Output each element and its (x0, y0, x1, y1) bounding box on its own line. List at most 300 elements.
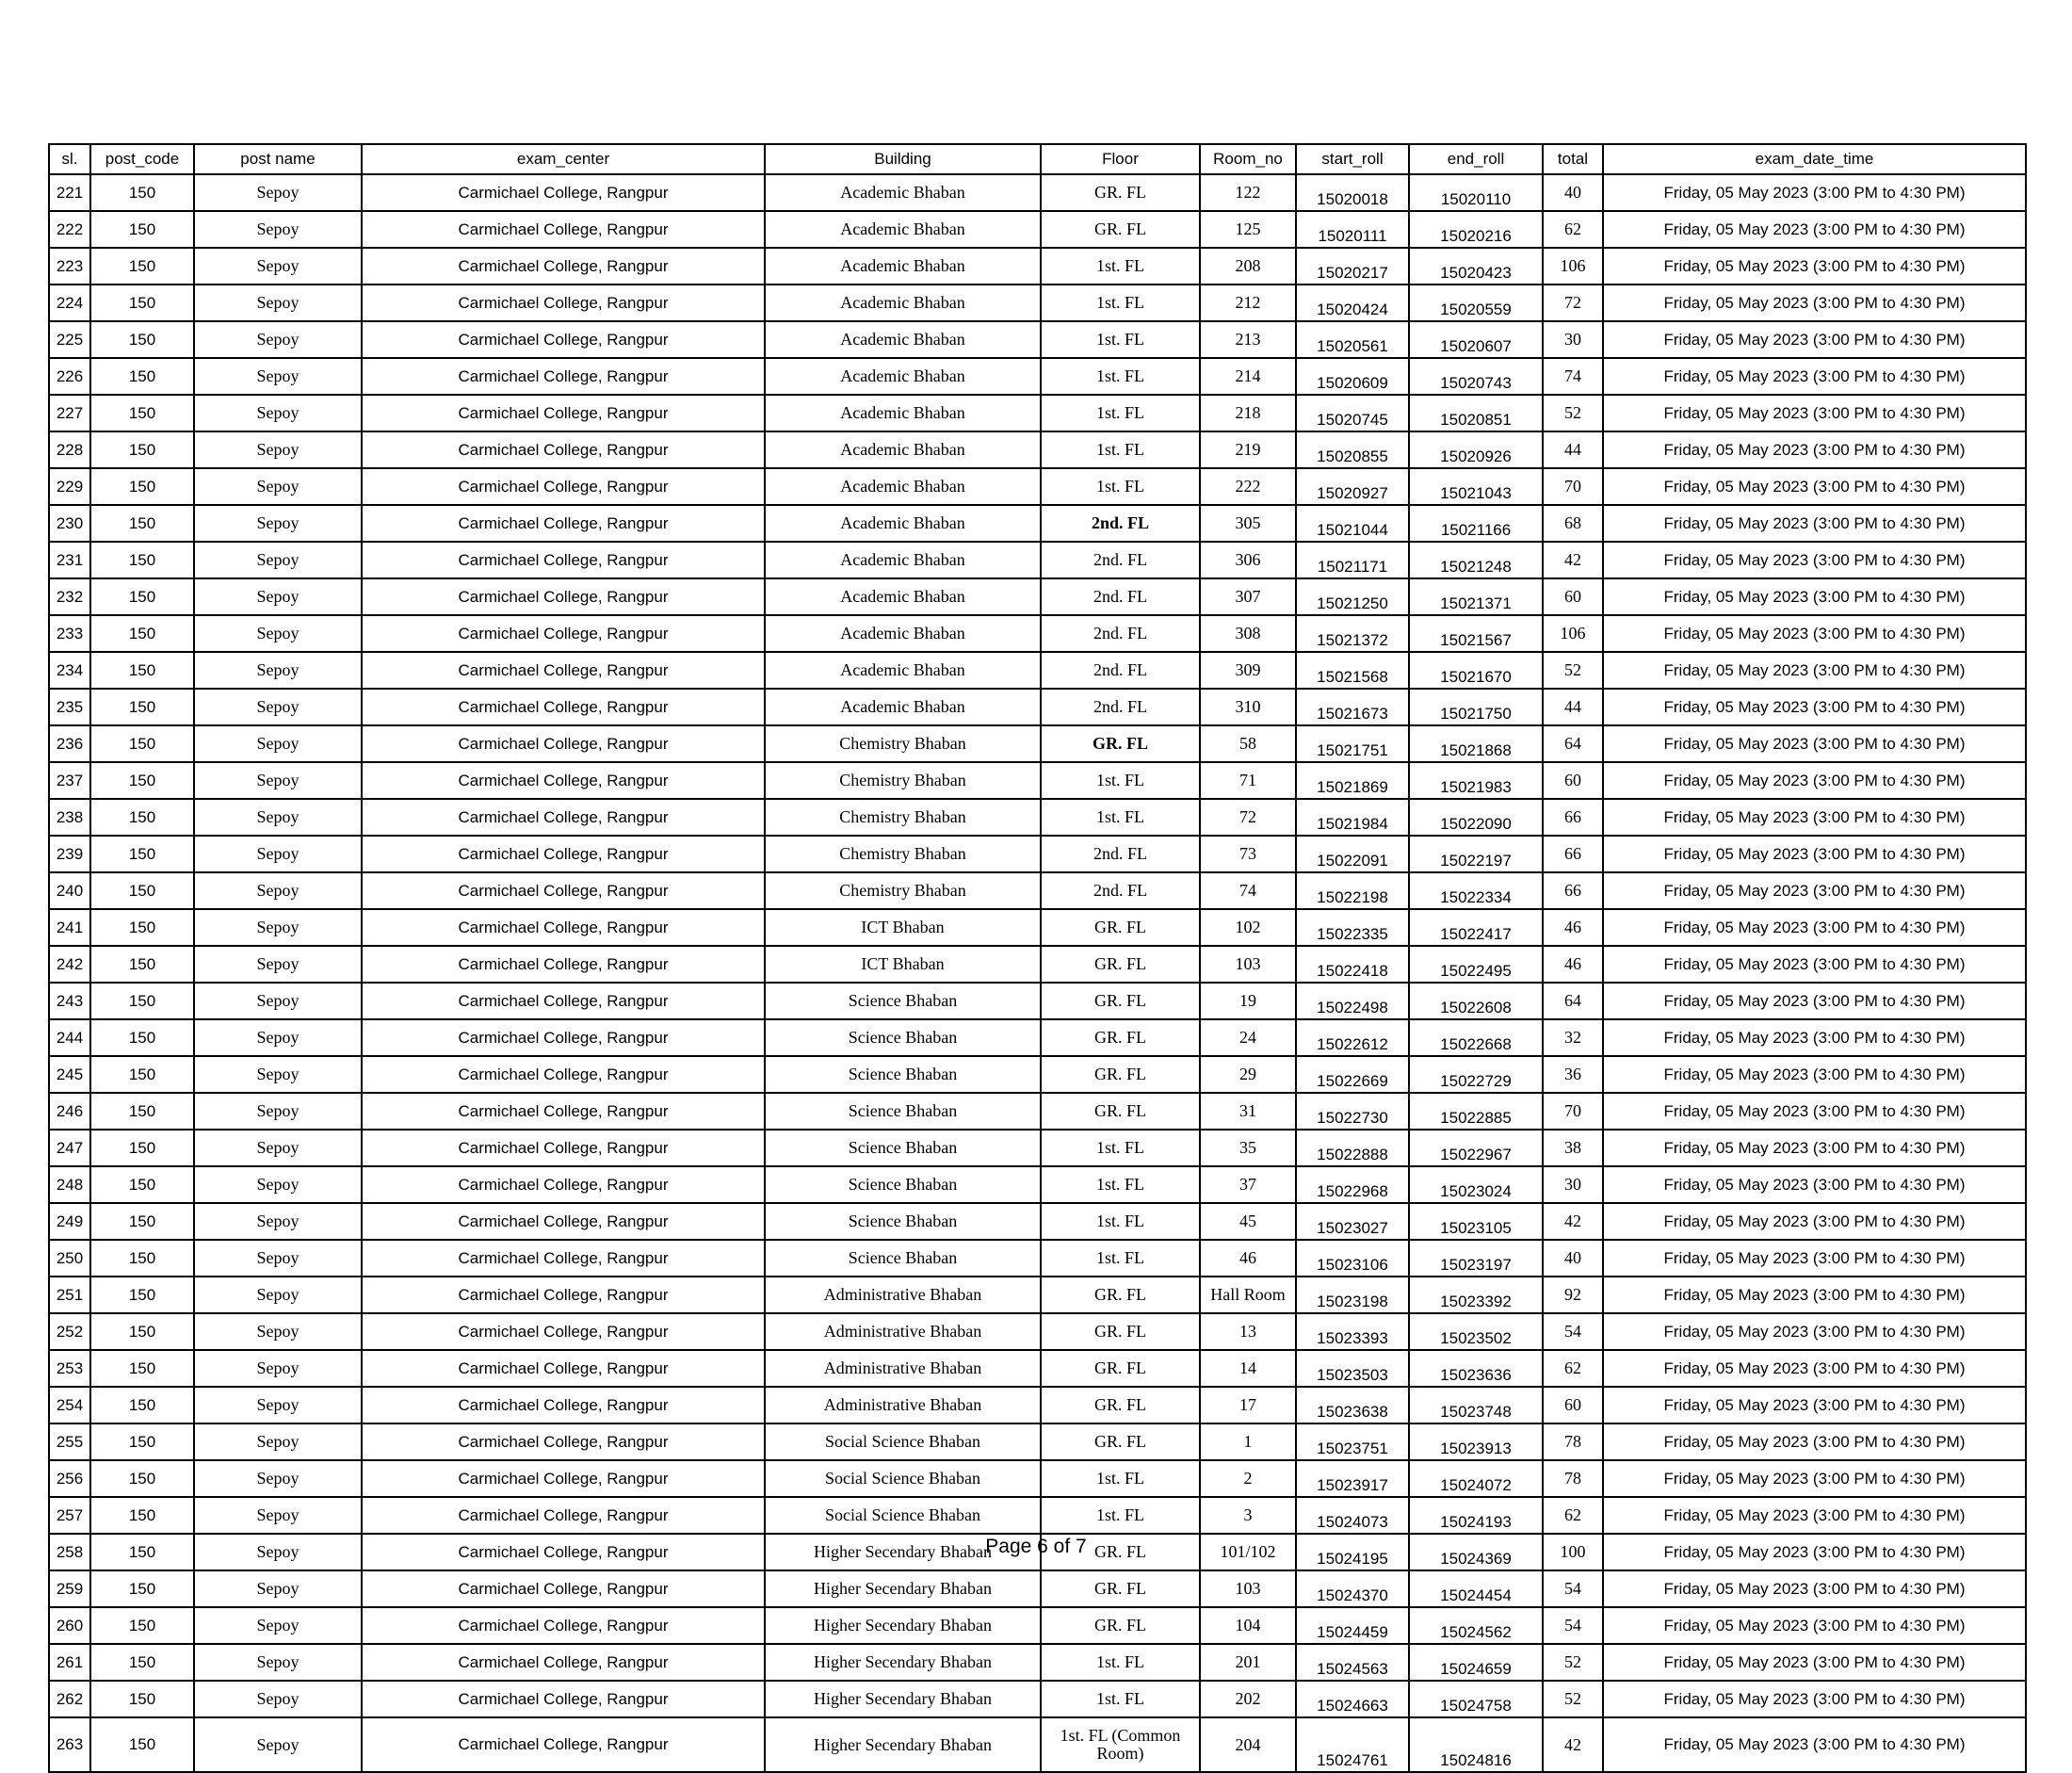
total-cell: 62 (1543, 1497, 1603, 1534)
start-roll-cell: 15022730 (1296, 1093, 1409, 1130)
table-row (49, 1203, 2026, 1240)
exam-date-time-cell: Friday, 05 May 2023 (3:00 PM to 4:30 PM) (1603, 1350, 2026, 1387)
table-row (49, 689, 2026, 725)
room-no-cell: 35 (1200, 1130, 1296, 1166)
room-no-cell: 24 (1200, 1019, 1296, 1056)
total-cell: 54 (1543, 1313, 1603, 1350)
exam-center-cell: Carmichael College, Rangpur (362, 1277, 765, 1313)
post-code-cell: 150 (90, 762, 194, 799)
start-roll-cell: 15021044 (1296, 505, 1409, 542)
building-cell: Academic Bhaban (765, 395, 1041, 431)
end-roll-cell: 15021983 (1409, 762, 1543, 799)
floor-cell: 1st. FL (1041, 395, 1200, 431)
start-roll-cell: 15020745 (1296, 395, 1409, 431)
post-code-cell: 150 (90, 468, 194, 505)
table-row (49, 285, 2026, 321)
table-row (49, 1681, 2026, 1717)
floor-cell: 2nd. FL (1041, 836, 1200, 872)
building-cell: Academic Bhaban (765, 689, 1041, 725)
total-cell: 44 (1543, 689, 1603, 725)
end-roll-cell: 15023913 (1409, 1423, 1543, 1460)
start-roll-cell: 15022418 (1296, 946, 1409, 983)
room-no-cell: Hall Room (1200, 1277, 1296, 1313)
table-row (49, 395, 2026, 431)
sl-cell: 244 (49, 1019, 90, 1056)
end-roll-cell: 15020743 (1409, 358, 1543, 395)
table-row (49, 836, 2026, 872)
post-name-cell: Sepoy (194, 1423, 362, 1460)
post-code-cell: 150 (90, 1130, 194, 1166)
exam-center-cell: Carmichael College, Rangpur (362, 1240, 765, 1277)
table-row (49, 872, 2026, 909)
end-roll-cell: 15021567 (1409, 615, 1543, 652)
exam-center-cell: Carmichael College, Rangpur (362, 799, 765, 836)
building-cell: Chemistry Bhaban (765, 799, 1041, 836)
building-cell: ICT Bhaban (765, 946, 1041, 983)
post-code-cell: 150 (90, 689, 194, 725)
room-no-cell: 308 (1200, 615, 1296, 652)
floor-cell: 1st. FL (Common Room) (1041, 1717, 1200, 1772)
end-roll-cell: 15021043 (1409, 468, 1543, 505)
total-cell: 92 (1543, 1277, 1603, 1313)
sl-cell: 225 (49, 321, 90, 358)
exam-date-time-cell: Friday, 05 May 2023 (3:00 PM to 4:30 PM) (1603, 468, 2026, 505)
start-roll-cell: 15020217 (1296, 248, 1409, 285)
floor-cell: 1st. FL (1041, 1497, 1200, 1534)
start-roll-cell: 15023638 (1296, 1387, 1409, 1423)
floor-cell: GR. FL (1041, 1534, 1200, 1570)
room-no-cell: 213 (1200, 321, 1296, 358)
col-header-exam-center: exam_center (362, 144, 765, 174)
table-row (49, 1019, 2026, 1056)
exam-center-cell: Carmichael College, Rangpur (362, 1534, 765, 1570)
floor-cell: GR. FL (1041, 946, 1200, 983)
total-cell: 42 (1543, 1717, 1603, 1772)
end-roll-cell: 15020110 (1409, 174, 1543, 211)
exam-date-time-cell: Friday, 05 May 2023 (3:00 PM to 4:30 PM) (1603, 1387, 2026, 1423)
exam-center-cell: Carmichael College, Rangpur (362, 762, 765, 799)
total-cell: 52 (1543, 1681, 1603, 1717)
post-code-cell: 150 (90, 1570, 194, 1607)
post-name-cell: Sepoy (194, 1717, 362, 1772)
start-roll-cell: 15022198 (1296, 872, 1409, 909)
floor-cell: GR. FL (1041, 1056, 1200, 1093)
post-code-cell: 150 (90, 431, 194, 468)
room-no-cell: 101/102 (1200, 1534, 1296, 1570)
start-roll-cell: 15022335 (1296, 909, 1409, 946)
floor-cell: GR. FL (1041, 174, 1200, 211)
room-no-cell: 14 (1200, 1350, 1296, 1387)
post-name-cell: Sepoy (194, 578, 362, 615)
exam-date-time-cell: Friday, 05 May 2023 (3:00 PM to 4:30 PM) (1603, 1056, 2026, 1093)
col-header-room-no: Room_no (1200, 144, 1296, 174)
col-header-exam-date-time: exam_date_time (1603, 144, 2026, 174)
room-no-cell: 31 (1200, 1093, 1296, 1130)
building-cell: Academic Bhaban (765, 211, 1041, 248)
exam-date-time-cell: Friday, 05 May 2023 (3:00 PM to 4:30 PM) (1603, 1166, 2026, 1203)
table-row (49, 1607, 2026, 1644)
end-roll-cell: 15023748 (1409, 1387, 1543, 1423)
sl-cell: 255 (49, 1423, 90, 1460)
sl-cell: 239 (49, 836, 90, 872)
room-no-cell: 306 (1200, 542, 1296, 578)
table-row (49, 615, 2026, 652)
table-row (49, 762, 2026, 799)
room-no-cell: 309 (1200, 652, 1296, 689)
room-no-cell: 305 (1200, 505, 1296, 542)
room-no-cell: 102 (1200, 909, 1296, 946)
room-no-cell: 2 (1200, 1460, 1296, 1497)
exam-center-cell: Carmichael College, Rangpur (362, 358, 765, 395)
post-code-cell: 150 (90, 615, 194, 652)
total-cell: 44 (1543, 431, 1603, 468)
start-roll-cell: 15022968 (1296, 1166, 1409, 1203)
start-roll-cell: 15020609 (1296, 358, 1409, 395)
post-name-cell: Sepoy (194, 1350, 362, 1387)
floor-cell: GR. FL (1041, 725, 1200, 762)
building-cell: Administrative Bhaban (765, 1313, 1041, 1350)
room-no-cell: 125 (1200, 211, 1296, 248)
exam-date-time-cell: Friday, 05 May 2023 (3:00 PM to 4:30 PM) (1603, 762, 2026, 799)
floor-cell: GR. FL (1041, 1350, 1200, 1387)
exam-center-cell: Carmichael College, Rangpur (362, 615, 765, 652)
exam-date-time-cell: Friday, 05 May 2023 (3:00 PM to 4:30 PM) (1603, 285, 2026, 321)
post-code-cell: 150 (90, 1350, 194, 1387)
post-code-cell: 150 (90, 1166, 194, 1203)
end-roll-cell: 15022417 (1409, 909, 1543, 946)
end-roll-cell: 15020926 (1409, 431, 1543, 468)
room-no-cell: 212 (1200, 285, 1296, 321)
room-no-cell: 307 (1200, 578, 1296, 615)
post-name-cell: Sepoy (194, 321, 362, 358)
sl-cell: 221 (49, 174, 90, 211)
floor-cell: 2nd. FL (1041, 615, 1200, 652)
sl-cell: 232 (49, 578, 90, 615)
total-cell: 62 (1543, 211, 1603, 248)
exam-date-time-cell: Friday, 05 May 2023 (3:00 PM to 4:30 PM) (1603, 1717, 2026, 1772)
sl-cell: 236 (49, 725, 90, 762)
post-code-cell: 150 (90, 578, 194, 615)
start-roll-cell: 15021751 (1296, 725, 1409, 762)
table-row (49, 1387, 2026, 1423)
post-code-cell: 150 (90, 1240, 194, 1277)
total-cell: 62 (1543, 1350, 1603, 1387)
room-no-cell: 1 (1200, 1423, 1296, 1460)
sl-cell: 259 (49, 1570, 90, 1607)
end-roll-cell: 15023636 (1409, 1350, 1543, 1387)
col-header-building: Building (765, 144, 1041, 174)
total-cell: 60 (1543, 578, 1603, 615)
room-no-cell: 122 (1200, 174, 1296, 211)
building-cell: Academic Bhaban (765, 358, 1041, 395)
end-roll-cell: 15022495 (1409, 946, 1543, 983)
table-row (49, 983, 2026, 1019)
exam-date-time-cell: Friday, 05 May 2023 (3:00 PM to 4:30 PM) (1603, 615, 2026, 652)
sl-cell: 252 (49, 1313, 90, 1350)
room-no-cell: 222 (1200, 468, 1296, 505)
post-name-cell: Sepoy (194, 689, 362, 725)
table-row (49, 1570, 2026, 1607)
building-cell: Science Bhaban (765, 1166, 1041, 1203)
exam-center-cell: Carmichael College, Rangpur (362, 285, 765, 321)
start-roll-cell: 15023751 (1296, 1423, 1409, 1460)
table-row (49, 578, 2026, 615)
table-row (49, 799, 2026, 836)
building-cell: Higher Secendary Bhaban (765, 1570, 1041, 1607)
post-name-cell: Sepoy (194, 1607, 362, 1644)
exam-center-cell: Carmichael College, Rangpur (362, 1093, 765, 1130)
building-cell: Academic Bhaban (765, 174, 1041, 211)
start-roll-cell: 15021372 (1296, 615, 1409, 652)
post-code-cell: 150 (90, 946, 194, 983)
table-row (49, 652, 2026, 689)
building-cell: Academic Bhaban (765, 321, 1041, 358)
building-cell: Chemistry Bhaban (765, 725, 1041, 762)
post-code-cell: 150 (90, 909, 194, 946)
total-cell: 46 (1543, 946, 1603, 983)
building-cell: Administrative Bhaban (765, 1277, 1041, 1313)
exam-center-cell: Carmichael College, Rangpur (362, 689, 765, 725)
post-name-cell: Sepoy (194, 1056, 362, 1093)
exam-date-time-cell: Friday, 05 May 2023 (3:00 PM to 4:30 PM) (1603, 358, 2026, 395)
sl-cell: 240 (49, 872, 90, 909)
end-roll-cell: 15022090 (1409, 799, 1543, 836)
sl-cell: 262 (49, 1681, 90, 1717)
exam-center-cell: Carmichael College, Rangpur (362, 872, 765, 909)
end-roll-cell: 15020216 (1409, 211, 1543, 248)
exam-date-time-cell: Friday, 05 May 2023 (3:00 PM to 4:30 PM) (1603, 909, 2026, 946)
post-code-cell: 150 (90, 1019, 194, 1056)
total-cell: 52 (1543, 1644, 1603, 1681)
building-cell: Science Bhaban (765, 1203, 1041, 1240)
room-no-cell: 72 (1200, 799, 1296, 836)
sl-cell: 241 (49, 909, 90, 946)
exam-date-time-cell: Friday, 05 May 2023 (3:00 PM to 4:30 PM) (1603, 542, 2026, 578)
sl-cell: 254 (49, 1387, 90, 1423)
building-cell: Science Bhaban (765, 983, 1041, 1019)
sl-cell: 250 (49, 1240, 90, 1277)
post-name-cell: Sepoy (194, 1313, 362, 1350)
post-code-cell: 150 (90, 1460, 194, 1497)
post-code-cell: 150 (90, 983, 194, 1019)
exam-date-time-cell: Friday, 05 May 2023 (3:00 PM to 4:30 PM) (1603, 1534, 2026, 1570)
total-cell: 42 (1543, 542, 1603, 578)
exam-date-time-cell: Friday, 05 May 2023 (3:00 PM to 4:30 PM) (1603, 1277, 2026, 1313)
sl-cell: 229 (49, 468, 90, 505)
post-name-cell: Sepoy (194, 1534, 362, 1570)
exam-center-cell: Carmichael College, Rangpur (362, 431, 765, 468)
exam-date-time-cell: Friday, 05 May 2023 (3:00 PM to 4:30 PM) (1603, 946, 2026, 983)
end-roll-cell: 15021166 (1409, 505, 1543, 542)
col-header-floor: Floor (1041, 144, 1200, 174)
exam-date-time-cell: Friday, 05 May 2023 (3:00 PM to 4:30 PM) (1603, 725, 2026, 762)
room-no-cell: 73 (1200, 836, 1296, 872)
total-cell: 70 (1543, 1093, 1603, 1130)
total-cell: 42 (1543, 1203, 1603, 1240)
total-cell: 30 (1543, 321, 1603, 358)
end-roll-cell: 15022885 (1409, 1093, 1543, 1130)
total-cell: 30 (1543, 1166, 1603, 1203)
building-cell: Social Science Bhaban (765, 1460, 1041, 1497)
building-cell: Chemistry Bhaban (765, 836, 1041, 872)
floor-cell: 1st. FL (1041, 248, 1200, 285)
building-cell: Science Bhaban (765, 1019, 1041, 1056)
post-code-cell: 150 (90, 1093, 194, 1130)
post-code-cell: 150 (90, 652, 194, 689)
floor-cell: 1st. FL (1041, 1166, 1200, 1203)
sl-cell: 260 (49, 1607, 90, 1644)
floor-cell: GR. FL (1041, 211, 1200, 248)
building-cell: Academic Bhaban (765, 615, 1041, 652)
exam-seat-plan-table (48, 143, 2027, 1773)
post-code-cell: 150 (90, 211, 194, 248)
exam-center-cell: Carmichael College, Rangpur (362, 1350, 765, 1387)
table-row (49, 1093, 2026, 1130)
end-roll-cell: 15024562 (1409, 1607, 1543, 1644)
total-cell: 70 (1543, 468, 1603, 505)
start-roll-cell: 15021171 (1296, 542, 1409, 578)
total-cell: 36 (1543, 1056, 1603, 1093)
end-roll-cell: 15022668 (1409, 1019, 1543, 1056)
total-cell: 32 (1543, 1019, 1603, 1056)
post-name-cell: Sepoy (194, 946, 362, 983)
building-cell: Academic Bhaban (765, 652, 1041, 689)
sl-cell: 247 (49, 1130, 90, 1166)
post-code-cell: 150 (90, 872, 194, 909)
post-name-cell: Sepoy (194, 1019, 362, 1056)
table-row (49, 321, 2026, 358)
post-name-cell: Sepoy (194, 725, 362, 762)
table-row (49, 946, 2026, 983)
floor-cell: 1st. FL (1041, 1681, 1200, 1717)
post-name-cell: Sepoy (194, 1093, 362, 1130)
total-cell: 78 (1543, 1460, 1603, 1497)
end-roll-cell: 15022608 (1409, 983, 1543, 1019)
start-roll-cell: 15023917 (1296, 1460, 1409, 1497)
sl-cell: 222 (49, 211, 90, 248)
sl-cell: 261 (49, 1644, 90, 1681)
end-roll-cell: 15021248 (1409, 542, 1543, 578)
floor-cell: 2nd. FL (1041, 652, 1200, 689)
exam-center-cell: Carmichael College, Rangpur (362, 652, 765, 689)
sl-cell: 231 (49, 542, 90, 578)
exam-date-time-cell: Friday, 05 May 2023 (3:00 PM to 4:30 PM) (1603, 431, 2026, 468)
post-name-cell: Sepoy (194, 1240, 362, 1277)
room-no-cell: 310 (1200, 689, 1296, 725)
exam-center-cell: Carmichael College, Rangpur (362, 1460, 765, 1497)
post-code-cell: 150 (90, 1497, 194, 1534)
exam-date-time-cell: Friday, 05 May 2023 (3:00 PM to 4:30 PM) (1603, 983, 2026, 1019)
post-name-cell: Sepoy (194, 799, 362, 836)
exam-center-cell: Carmichael College, Rangpur (362, 1423, 765, 1460)
table-row (49, 1056, 2026, 1093)
total-cell: 72 (1543, 285, 1603, 321)
sl-cell: 257 (49, 1497, 90, 1534)
floor-cell: GR. FL (1041, 1093, 1200, 1130)
exam-center-cell: Carmichael College, Rangpur (362, 1056, 765, 1093)
room-no-cell: 103 (1200, 1570, 1296, 1607)
end-roll-cell: 15023024 (1409, 1166, 1543, 1203)
post-name-cell: Sepoy (194, 762, 362, 799)
end-roll-cell: 15020559 (1409, 285, 1543, 321)
exam-center-cell: Carmichael College, Rangpur (362, 1313, 765, 1350)
page-number: Page 6 of 7 (985, 1536, 1087, 1557)
sl-cell: 230 (49, 505, 90, 542)
end-roll-cell: 15022967 (1409, 1130, 1543, 1166)
exam-center-cell: Carmichael College, Rangpur (362, 725, 765, 762)
table-row (49, 248, 2026, 285)
floor-cell: 2nd. FL (1041, 872, 1200, 909)
table-header-row (49, 144, 2026, 174)
room-no-cell: 45 (1200, 1203, 1296, 1240)
exam-date-time-cell: Friday, 05 May 2023 (3:00 PM to 4:30 PM) (1603, 1130, 2026, 1166)
end-roll-cell: 15023392 (1409, 1277, 1543, 1313)
start-roll-cell: 15024073 (1296, 1497, 1409, 1534)
floor-cell: GR. FL (1041, 1570, 1200, 1607)
exam-center-cell: Carmichael College, Rangpur (362, 1607, 765, 1644)
building-cell: ICT Bhaban (765, 909, 1041, 946)
table-body (49, 174, 2026, 1772)
post-code-cell: 150 (90, 1717, 194, 1772)
start-roll-cell: 15020111 (1296, 211, 1409, 248)
sl-cell: 253 (49, 1350, 90, 1387)
post-name-cell: Sepoy (194, 1203, 362, 1240)
exam-center-cell: Carmichael College, Rangpur (362, 909, 765, 946)
exam-date-time-cell: Friday, 05 May 2023 (3:00 PM to 4:30 PM) (1603, 799, 2026, 836)
post-name-cell: Sepoy (194, 395, 362, 431)
exam-date-time-cell: Friday, 05 May 2023 (3:00 PM to 4:30 PM) (1603, 1607, 2026, 1644)
post-code-cell: 150 (90, 395, 194, 431)
start-roll-cell: 15021673 (1296, 689, 1409, 725)
room-no-cell: 103 (1200, 946, 1296, 983)
exam-date-time-cell: Friday, 05 May 2023 (3:00 PM to 4:30 PM) (1603, 321, 2026, 358)
post-code-cell: 150 (90, 799, 194, 836)
building-cell: Science Bhaban (765, 1093, 1041, 1130)
floor-cell: 2nd. FL (1041, 578, 1200, 615)
building-cell: Academic Bhaban (765, 431, 1041, 468)
floor-cell: 1st. FL (1041, 1644, 1200, 1681)
start-roll-cell: 15023027 (1296, 1203, 1409, 1240)
room-no-cell: 3 (1200, 1497, 1296, 1534)
building-cell: Social Science Bhaban (765, 1497, 1041, 1534)
building-cell: Academic Bhaban (765, 505, 1041, 542)
building-cell: Chemistry Bhaban (765, 872, 1041, 909)
exam-center-cell: Carmichael College, Rangpur (362, 1130, 765, 1166)
building-cell: Higher Secendary Bhaban (765, 1644, 1041, 1681)
end-roll-cell: 15021868 (1409, 725, 1543, 762)
post-name-cell: Sepoy (194, 1460, 362, 1497)
start-roll-cell: 15020018 (1296, 174, 1409, 211)
total-cell: 52 (1543, 652, 1603, 689)
exam-date-time-cell: Friday, 05 May 2023 (3:00 PM to 4:30 PM) (1603, 689, 2026, 725)
building-cell: Chemistry Bhaban (765, 762, 1041, 799)
floor-cell: GR. FL (1041, 1423, 1200, 1460)
total-cell: 54 (1543, 1607, 1603, 1644)
table-row (49, 1644, 2026, 1681)
sl-cell: 228 (49, 431, 90, 468)
start-roll-cell: 15022669 (1296, 1056, 1409, 1093)
floor-cell: 1st. FL (1041, 1240, 1200, 1277)
post-code-cell: 150 (90, 285, 194, 321)
exam-date-time-cell: Friday, 05 May 2023 (3:00 PM to 4:30 PM) (1603, 1681, 2026, 1717)
exam-center-cell: Carmichael College, Rangpur (362, 211, 765, 248)
sl-cell: 245 (49, 1056, 90, 1093)
building-cell: Higher Secendary Bhaban (765, 1717, 1041, 1772)
floor-cell: GR. FL (1041, 983, 1200, 1019)
post-code-cell: 150 (90, 1277, 194, 1313)
building-cell: Academic Bhaban (765, 248, 1041, 285)
start-roll-cell: 15024761 (1296, 1717, 1409, 1772)
